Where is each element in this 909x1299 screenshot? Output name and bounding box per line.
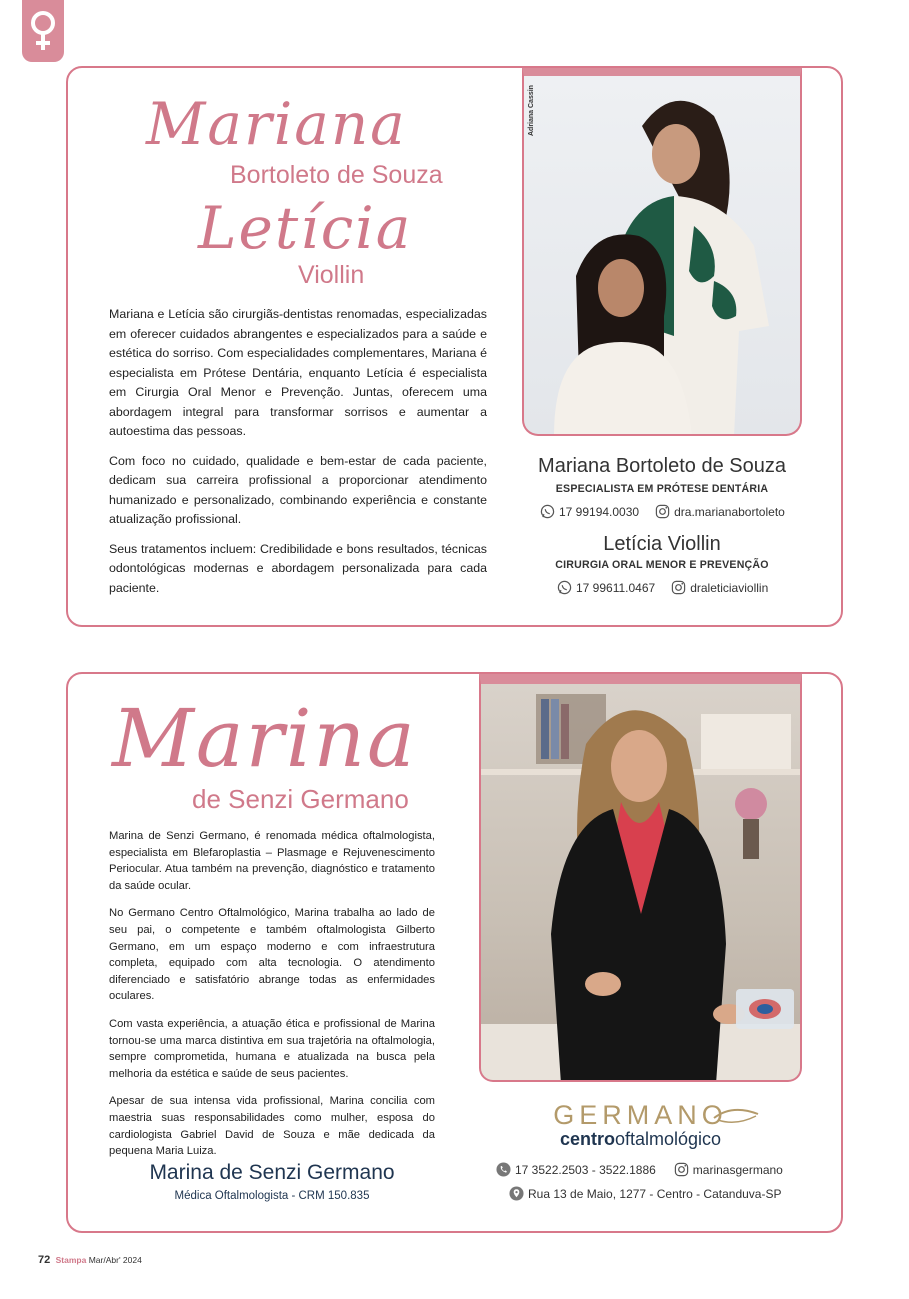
person1-name: Mariana Bortoleto de Souza [538, 455, 786, 477]
page-number: 72 [38, 1254, 51, 1266]
clinic-phone[interactable]: 17 3522.2503 - 3522.1886 [515, 1162, 656, 1177]
page-footer [38, 1254, 142, 1266]
card1-body-text [109, 305, 487, 608]
germano-logo [479, 1100, 802, 1150]
section-tab [22, 0, 64, 62]
clinic-address: Rua 13 de Maio, 1277 - Centro - Catanduva-SP [528, 1186, 782, 1201]
person2-instagram[interactable]: draleticiaviollin [690, 580, 769, 595]
clinic-contacts [496, 1162, 783, 1177]
profile-card-dentists [66, 66, 843, 627]
clinic-address-line [509, 1186, 781, 1201]
person2-specialty: CIRURGIA ORAL MENOR E PREVENÇÃO [555, 559, 769, 571]
person2-phone[interactable]: 17 99611.0467 [576, 580, 656, 595]
paragraph: Seus tratamentos incluem: Credibilidade e bons resultados, técnicas odontológicas modernas e abordagem personalizada para cada paciente. [109, 541, 487, 595]
clinic-instagram[interactable]: marinasgermano [692, 1162, 783, 1177]
whatsapp-icon [540, 504, 555, 519]
instagram-icon [674, 1162, 689, 1177]
name-script-leticia: Letícia [198, 194, 413, 262]
magazine-name: Stampa [55, 1255, 87, 1265]
paragraph: Mariana e Letícia são cirurgiãs-dentistas renomadas, especializadas em oferecer cuidados abrangentes e especializados para a saúde e estética do sorriso. Com especialidades complementares, Mariana é especialista em Prótese Dentária, enquanto Letícia é especialista em Cirurgia Oral Menor e Prevenção. Juntas, oferecem uma abordagem integral para transformar sorrisos e aumentar a autoestima das pessoas. [109, 307, 487, 438]
logo-top-text: GERMANO [553, 1100, 728, 1130]
paragraph: Com foco no cuidado, qualidade e bem-estar de cada paciente, dedicam sua carreira profissional a proporcionar atendimento humanizado e personalizado, combinando experiência e constante atualização profissional. [109, 453, 487, 526]
whatsapp-icon [557, 580, 572, 595]
name-rest-mariana: Bortoleto de Souza [230, 161, 443, 189]
person1-phone[interactable]: 17 99194.0030 [559, 504, 640, 519]
paragraph: Apesar de sua intensa vida profissional, Marina concilia com maestria suas responsabilidades como mulher, esposa do cardiologista Gabriel David de Souza e mãe dedicada da pequena Maria Luiza. [109, 1095, 435, 1158]
eye-swoosh-icon [712, 1106, 760, 1126]
location-pin-icon [509, 1186, 524, 1201]
paragraph: Marina de Senzi Germano, é renomada médica oftalmologista, especialista em Blefaroplastia – Plasmage e Rejuvenescimento Periocular. Atua também na prevenção, diagnóstico e tratamento da saúde ocular. [109, 830, 435, 892]
name-rest-marina: de Senzi Germano [192, 784, 409, 814]
name-script-marina: Marina [112, 692, 417, 785]
instagram-icon [671, 580, 686, 595]
instagram-icon [655, 504, 670, 519]
person2-contacts [557, 580, 768, 595]
portrait-photo-ophthalmologist [479, 674, 802, 1082]
female-symbol-icon [28, 8, 58, 54]
portrait-photo-dentists [522, 68, 802, 436]
issue-date: Mar/Abr' 2024 [88, 1255, 142, 1265]
person1-specialty: ESPECIALISTA EM PRÓTESE DENTÁRIA [555, 483, 769, 495]
card2-body-text [109, 828, 435, 1171]
portrait-illustration [524, 76, 800, 436]
name-rest-leticia: Viollin [298, 261, 365, 289]
phone-icon [496, 1162, 511, 1177]
photo-credit: Adriana Cassin [528, 85, 535, 136]
profile-card-ophthalmologist [66, 672, 843, 1233]
signature-name: Marina de Senzi Germano [149, 1161, 395, 1184]
logo-bold-text: centro [559, 1129, 615, 1149]
portrait-illustration [481, 684, 800, 1082]
person1-contacts [540, 504, 785, 519]
logo-light-text: oftalmológico [614, 1129, 722, 1149]
paragraph: No Germano Centro Oftalmológico, Marina trabalha ao lado de seu pai, o competente e também oftalmologista Gilberto Germano, em um espaço moderno e com infraestrutura completa, equipado com alta tecnologia. O atendimento diferenciado e satisfatório abrange todas as enfermidades oculares. [109, 907, 435, 1003]
person2-name: Letícia Viollin [603, 533, 721, 555]
paragraph: Com vasta experiência, a atuação ética e profissional de Marina tornou-se uma marca distintiva em sua trajetória na oftalmologia, sempre comprometida, humana e atualizada na busca pela melhoria da estética e saúde de seus pacientes. [109, 1017, 435, 1080]
name-script-mariana: Mariana [146, 90, 407, 158]
signature-role: Médica Oftalmologista - CRM 150.835 [174, 1190, 370, 1202]
person1-instagram[interactable]: dra.marianabortoleto [674, 504, 785, 519]
